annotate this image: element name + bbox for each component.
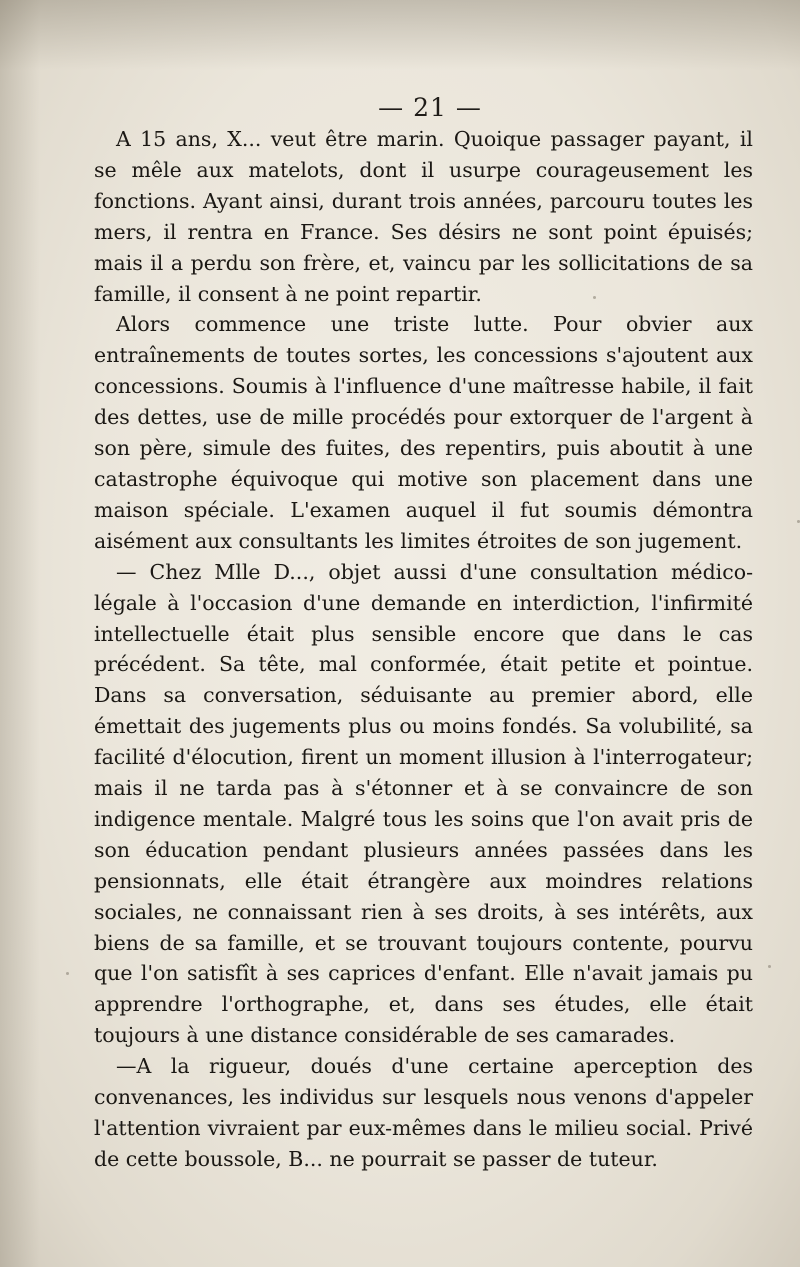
page-shadow-left [0, 0, 40, 1267]
paragraph-3: — Chez Mlle D..., objet aussi d'une consultation médico-légale à l'occasion d'une demande en interdiction, l'infirmité intellectuelle était plus sensible encore que dans le cas précédent. Sa tête, mal conformée, était petite et pointue. Dans sa conversation, séduisante au premier abord, elle émettait des jugements plus ou moins fondés. Sa volubilité, sa facilité d'élocution, firent un moment illusion à l'interrogateur; mais il ne tarda pas à s'étonner et à se convaincre de son indigence mentale. Malgré tous les soins que l'on avait pris de son éducation pendant plusieurs années passées dans les pensionnats, elle était étrangère aux moindres relations sociales, ne connaissant rien à ses droits, à ses intérêts, aux biens de sa famille, et se trouvant toujours contente, pourvu que l'on satisfît à ses caprices d'enfant. Elle n'avait jamais pu apprendre l'orthographe, et, dans ses études, elle était toujours à une distance considérable de ses camarades. [94, 559, 753, 1048]
paper-speck [593, 296, 596, 299]
page-number: — 21 — [378, 93, 482, 122]
body-text [94, 124, 753, 1175]
page-shadow-top [0, 0, 800, 70]
paper-speck [66, 972, 69, 975]
paragraph-1: A 15 ans, X... veut être marin. Quoique passager payant, il se mêle aux matelots, dont il usurpe courageusement les fonctions. Ayant ainsi, durant trois années, parcouru toutes les mers, il rentra en France. Ses désirs ne sont point épuisés; mais il a perdu son frère, et, vaincu par les sollicitations de sa famille, il consent à ne point repartir. [94, 127, 753, 306]
paper-speck [768, 965, 771, 968]
paragraph-4: —A la rigueur, doués d'une certaine aperception des convenances, les individus sur lesquels nous venons d'appeler l'attention vivraient par eux-mêmes dans le milieu social. Privé de cette boussole, B... ne pourrait se passer de tuteur. [94, 1054, 753, 1171]
paragraph-2: Alors commence une triste lutte. Pour obvier aux entraînements de toutes sortes, les concessions s'ajoutent aux concessions. Soumis à l'influence d'une maîtresse habile, il fait des dettes, use de mille procédés pour extorquer de l'argent à son père, simule des fuites, des repentirs, puis aboutit à une catastrophe équivoque qui motive son placement dans une maison spéciale. L'examen auquel il fut soumis démontra aisément aux consultants les limites étroites de son jugement. [94, 312, 753, 553]
